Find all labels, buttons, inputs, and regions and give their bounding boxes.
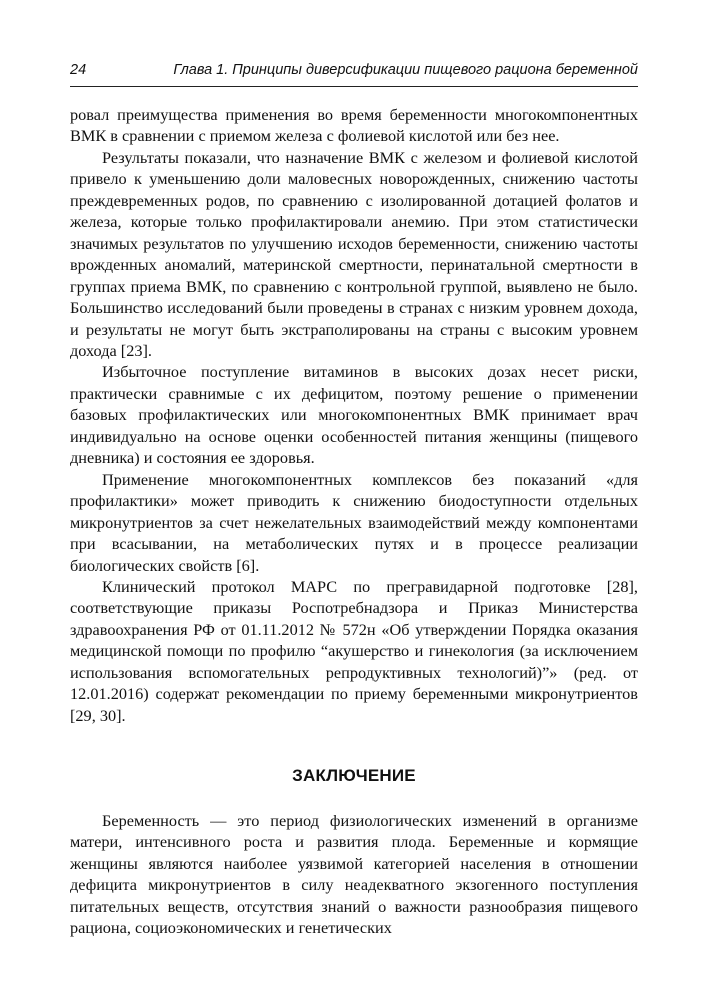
paragraph-continuation: ровал преимущества применения во время беременности многокомпонентных ВМК в сравнении с приемом железа с фолиевой кислотой или без нее. xyxy=(70,105,638,146)
chapter-title: Глава 1. Принципы диверсификации пищевого рациона беременной xyxy=(173,62,638,78)
paragraph: Применение многокомпонентных комплексов без показаний «для профилактики» может приводить к снижению биодоступности отдельных микронутриентов за счет нежелательных взаимодействий между компонентами при всасывании, на метаболических путях и в процессе реализации биологических свойств [6]. xyxy=(70,469,638,575)
paragraph: Избыточное поступление витаминов в высоких дозах несет риски, практически сравнимые с их дефицитом, поэтому решение о применении базовых профилактических или многокомпонентных ВМК принимает врач индивидуально на основе оценки особенностей питания женщины (пищевого дневника) и состояния ее здоровья. xyxy=(70,362,638,468)
conclusion-text xyxy=(70,810,638,939)
page-number: 24 xyxy=(70,62,87,78)
section-heading: ЗАКЛЮЧЕНИЕ xyxy=(292,766,416,785)
running-header xyxy=(70,62,638,84)
header-rule xyxy=(70,86,638,87)
paragraph: Клинический протокол МАРС по прегравидарной подготовке [28], соответствующие приказы Роспотребнадзора и Приказ Министерства здравоохранения РФ от 01.11.2012 № 572н «Об утверждении Порядка оказания медицинской помощи по профилю “акушерство и гинекология (за исключением использования вспомогательных репродуктивных технологий)”» (ред. от 12.01.2016) содержат рекомендации по приему беременными микронутриентов [29, 30]. xyxy=(70,576,638,725)
paragraph: Результаты показали, что назначение ВМК с железом и фолиевой кислотой привело к уменьшению доли маловесных новорожденных, снижению частоты преждевременных родов, по сравнению с изолированной дотацией фолатов и железа, которые только профилактировали анемию. При этом статистически значимых результатов по улучшению исходов беременности, снижению частоты врожденных аномалий, материнской смертности, перинатальной смертности в группах приема ВМК, по сравнению с контрольной группой, выявлено не было. Большинство исследований были проведены в странах с низким уровнем дохода, и результаты не могут быть экстраполированы на страны с высоким уровнем дохода [23]. xyxy=(70,147,638,360)
paragraph: Беременность — это период физиологических изменений в организме матери, интенсивного роста и развития плода. Беременные и кормящие женщины являются наиболее уязвимой категорией населения в отношении дефицита микронутриентов в силу неадекватного экзогенного поступления питательных веществ, отсутствия знаний о важности разнообразия пищевого рациона, социоэкономических и генетических xyxy=(70,811,638,938)
main-text xyxy=(70,104,638,726)
